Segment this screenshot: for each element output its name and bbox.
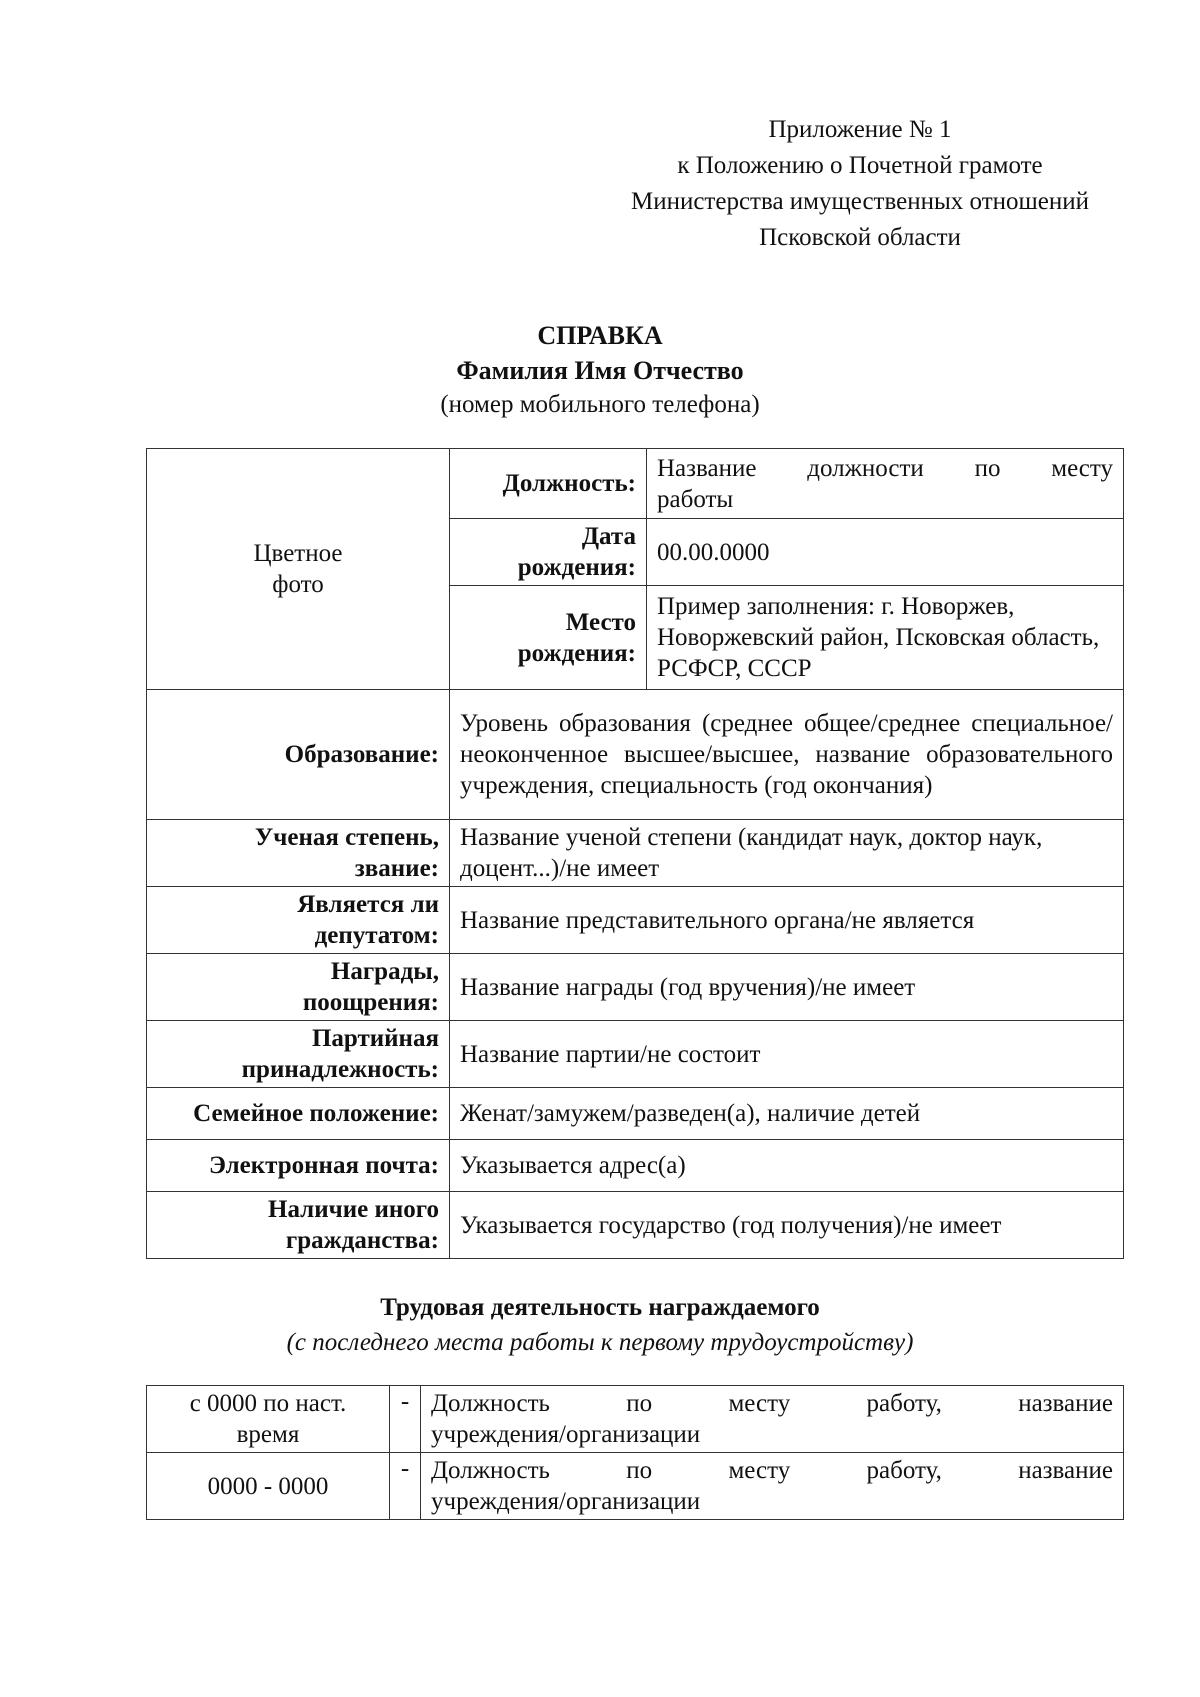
- work-history-table: [146, 1385, 1124, 1520]
- document-title: СПРАВКА: [537, 321, 663, 350]
- person-name: Фамилия Имя Отчество: [456, 356, 744, 385]
- phone-number: (номер мобильного телефона): [440, 391, 760, 418]
- annex-line-2: к Положению о Почетной грамоте: [677, 152, 1043, 179]
- party-value: Название партии/не состоит: [450, 1021, 1124, 1088]
- deputy-label: Является ли депутатом:: [147, 887, 450, 954]
- photo-text-2: фото: [272, 571, 324, 598]
- work-period: с 0000 по наст. время: [147, 1386, 390, 1453]
- annex-block: [580, 112, 1140, 256]
- annex-line-4: Псковской области: [759, 224, 961, 251]
- position-label: Должность:: [450, 449, 647, 519]
- work-description: Должность по месту работу, название учреждения/организации: [421, 1386, 1124, 1453]
- citizenship-label: Наличие иного гражданства:: [147, 1192, 450, 1259]
- position-value: Название должности по месту работы: [647, 449, 1124, 519]
- birthdate-label: Дата рождения:: [450, 519, 647, 586]
- awards-value: Название награды (год вручения)/не имеет: [450, 954, 1124, 1021]
- citizenship-value: Указывается государство (год получения)/не имеет: [450, 1192, 1124, 1259]
- document-header: [0, 318, 1200, 422]
- awards-label: Награды, поощрения:: [147, 954, 450, 1021]
- education-value: Уровень образования (среднее общее/среднее специальное/неоконченное высшее/высшее, название образовательного учреждения, специальность (год окончания): [450, 690, 1124, 820]
- work-history-title: Трудовая деятельность награждаемого: [380, 1294, 820, 1321]
- photo-placeholder: [147, 449, 450, 690]
- family-label: Семейное положение:: [147, 1088, 450, 1140]
- work-dash: -: [390, 1386, 421, 1453]
- email-label: Электронная почта:: [147, 1140, 450, 1192]
- degree-label: Ученая степень, звание:: [147, 820, 450, 887]
- annex-number: Приложение № 1: [768, 116, 952, 143]
- info-table: [146, 448, 1124, 1259]
- annex-line-3: Министерства имущественных отношений: [630, 188, 1090, 215]
- work-dash: -: [390, 1453, 421, 1520]
- birthplace-value: Пример заполнения: г. Новоржев, Новоржевский район, Псковская область, РСФСР, СССР: [647, 586, 1124, 690]
- email-value: Указывается адрес(а): [450, 1140, 1124, 1192]
- birthdate-value: 00.00.0000: [647, 519, 1124, 586]
- deputy-value: Название представительного органа/не является: [450, 887, 1124, 954]
- degree-value: Название ученой степени (кандидат наук, доктор наук, доцент...)/не имеет: [450, 820, 1124, 887]
- photo-text-1: Цветное: [253, 540, 343, 567]
- work-history-header: [0, 1290, 1200, 1360]
- education-label: Образование:: [147, 690, 450, 820]
- birthplace-label: Место рождения:: [450, 586, 647, 690]
- work-period: 0000 - 0000: [147, 1453, 390, 1520]
- table-row: [147, 1386, 1124, 1453]
- party-label: Партийная принадлежность:: [147, 1021, 450, 1088]
- family-value: Женат/замужем/разведен(а), наличие детей: [450, 1088, 1124, 1140]
- work-description: Должность по месту работу, название учреждения/организации: [421, 1453, 1124, 1520]
- table-row: [147, 1453, 1124, 1520]
- work-history-subtitle: (с последнего места работы к первому трудоустройству): [286, 1329, 914, 1356]
